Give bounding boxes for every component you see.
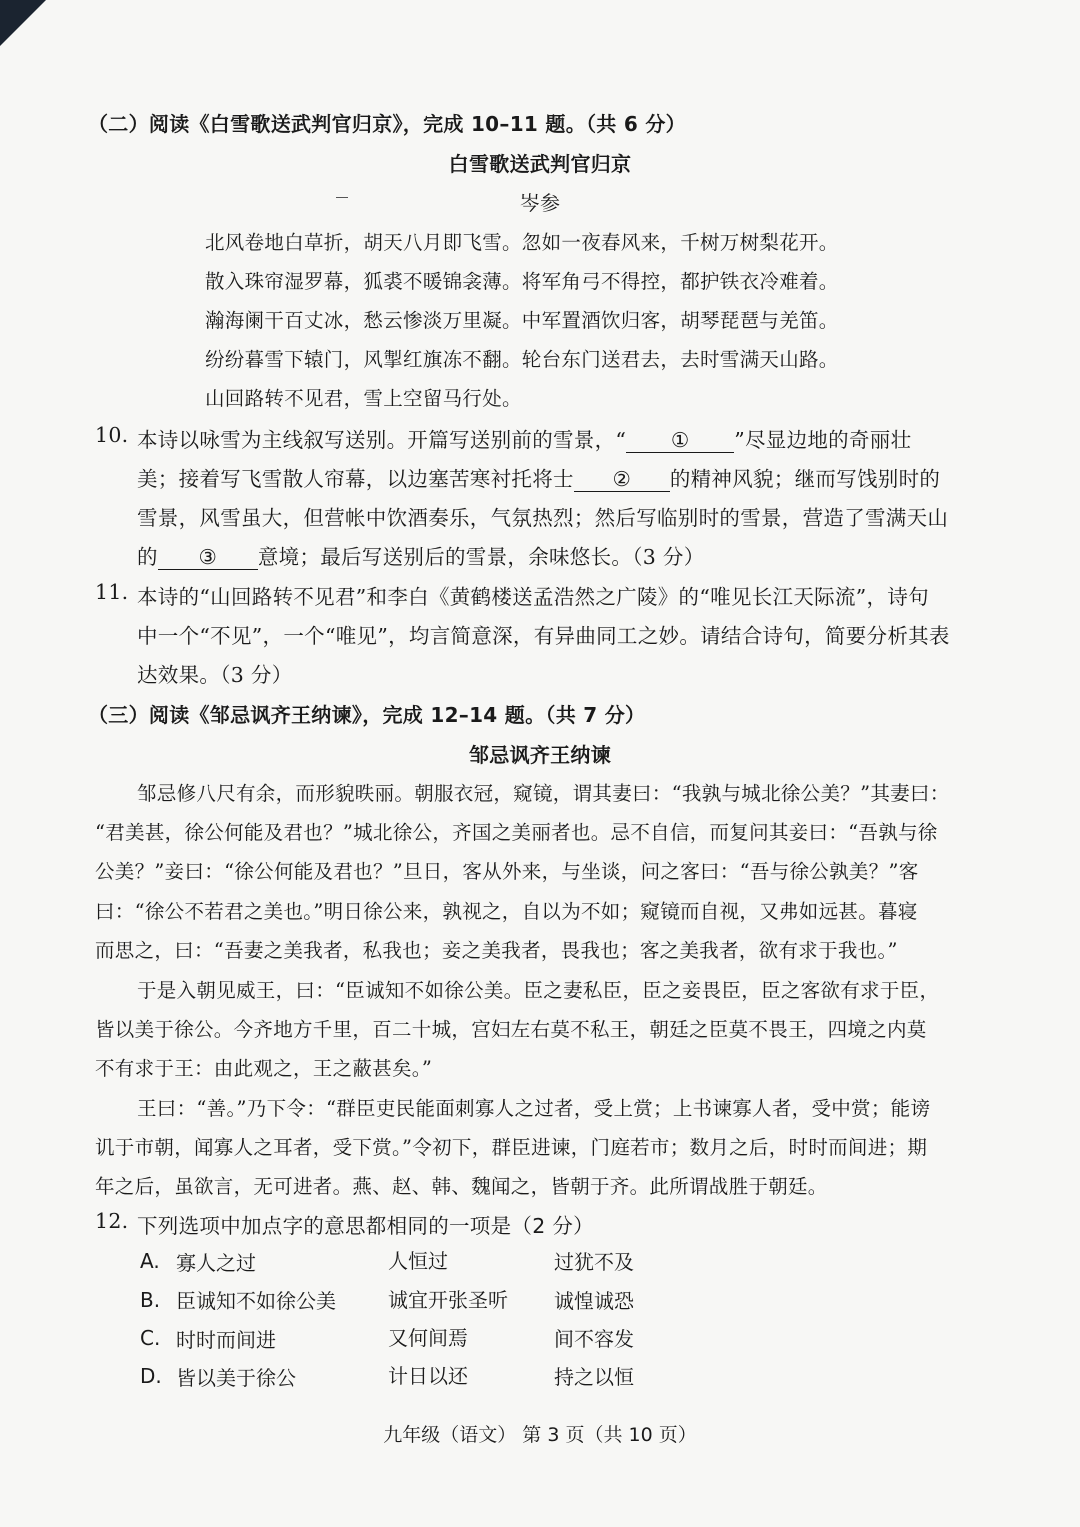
prose-line: 邹忌修八尺有余，而形貌昳丽。朝服衣冠，窥镜，谓其妻曰：“我孰与城北徐公美？”其妻曰： xyxy=(137,782,950,805)
prose-line: 公美？”妾曰：“徐公何能及君也？”旦日，客从外来，与坐谈，问之客曰：“吾与徐公孰美？”客 xyxy=(95,860,919,883)
poem-line: 纷纷暮雪下辕门，风掣红旗冻不翻。轮台东门送君去，去时雪满天山路。 xyxy=(205,348,839,371)
prose-line: 皆以美于徐公。今齐地方千里，百二十城，宫妇左右莫不私王，朝廷之臣莫不畏王，四境之内莫 xyxy=(95,1018,927,1041)
option-phrase: 间不容发 xyxy=(554,1327,634,1351)
prose-title: 邹忌讽齐王纳谏 xyxy=(468,743,612,767)
q10-line4 xyxy=(137,540,705,570)
prose-line: 年之后，虽欲言，无可进者。燕、赵、韩、魏闻之，皆朝于齐。此所谓战胜于朝廷。 xyxy=(95,1175,828,1198)
prose-line: 于是入朝见威王，曰：“臣诚知不如徐公美。臣之妻私臣，臣之妾畏臣，臣之客欲有求于臣， xyxy=(137,979,940,1002)
q12-stem: 下列选项中加点字的意思都相同的一项是（2 分） xyxy=(137,1214,594,1238)
option-phrase: 过犹不及 xyxy=(554,1250,634,1274)
prose-line: 曰：“徐公不若君之美也。”明日徐公来，孰视之，自以为不如；窥镜而自视，又弗如远甚。暮寝 xyxy=(95,900,918,923)
option-phrase: 计日以还 xyxy=(388,1364,468,1388)
option-phrase: 又何间焉 xyxy=(388,1326,468,1350)
q10-line3: 雪景，风雪虽大，但营帐中饮酒奏乐，气氛热烈；然后写临别时的雪景，营造了雪满天山 xyxy=(137,506,949,530)
answer-blank-1[interactable]: ① xyxy=(626,428,734,453)
prose-line: 而思之，曰：“吾妻之美我者，私我也；妾之美我者，畏我也；客之美我者，欲有求于我也。” xyxy=(95,939,898,962)
poem-author: 岑参 xyxy=(519,191,561,215)
section3-header: （三）阅读《邹忌讽齐王纳谏》，完成 12–14 题。（共 7 分） xyxy=(88,703,646,727)
option-letter: D. xyxy=(140,1364,162,1388)
option-letter: B. xyxy=(140,1288,161,1312)
poem-line: 瀚海阑干百丈冰，愁云惨淡万里凝。中军置酒饮归客，胡琴琵琶与羌笛。 xyxy=(205,309,839,332)
question-number: 10. xyxy=(95,423,129,447)
poem-line: 散入珠帘湿罗幕，狐裘不暖锦衾薄。将军角弓不得控，都护铁衣冷难着。 xyxy=(205,270,839,293)
q10-line1 xyxy=(137,423,911,453)
answer-blank-3[interactable]: ③ xyxy=(158,545,258,570)
option-phrase: 持之以恒 xyxy=(554,1365,634,1389)
section2-header: （二）阅读《白雪歌送武判官归京》，完成 10–11 题。（共 6 分） xyxy=(88,112,686,136)
q11-line1: 本诗的“山回路转不见君”和李白《黄鹤楼送孟浩然之广陵》的“唯见长江天际流”，诗句 xyxy=(137,585,929,609)
prose-line: 王曰：“善。”乃下令：“群臣吏民能面刺寡人之过者，受上赏；上书谏寡人者，受中赏；能谤 xyxy=(137,1097,931,1120)
page-footer: 九年级（语文） 第 3 页（共 10 页） xyxy=(383,1424,697,1446)
option-phrase: 诚宜开张圣听 xyxy=(388,1288,508,1312)
q11-line2: 中一个“不见”，一个“唯见”，均言简意深，有异曲同工之妙。请结合诗句，简要分析其表 xyxy=(137,624,950,648)
poem-line: 山回路转不见君，雪上空留马行处。 xyxy=(205,387,522,410)
prose-line: 不有求于王：由此观之，王之蔽甚矣。” xyxy=(95,1057,433,1080)
text: 的精神风貌；继而写饯别时的 xyxy=(669,467,941,491)
option-phrase: 诚惶诚恐 xyxy=(554,1289,634,1313)
option-phrase: 皆以美于徐公 xyxy=(176,1366,296,1390)
prose-line: “君美甚，徐公何能及君也？”城北徐公，齐国之美丽者也。忌不自信，而复问其妾曰：“吾孰与徐 xyxy=(95,821,938,844)
option-letter: A. xyxy=(140,1249,160,1273)
question-number: 12. xyxy=(95,1209,129,1233)
text: 美；接着写飞雪散人帘幕，以边塞苦寒衬托将士 xyxy=(137,467,574,491)
q11-line3: 达效果。（3 分） xyxy=(137,663,293,687)
option-phrase: 寡人之过 xyxy=(176,1251,256,1275)
option-phrase: 人恒过 xyxy=(388,1249,448,1273)
q10-line2 xyxy=(137,462,940,492)
poem-line: 北风卷地白草折，胡天八月即飞雪。忽如一夜春风来，千树万树梨花开。 xyxy=(205,231,839,254)
text: 的 xyxy=(137,545,158,569)
text: 本诗以咏雪为主线叙写送别。开篇写送别前的雪景，“ xyxy=(137,428,627,452)
option-letter: C. xyxy=(140,1326,161,1350)
option-phrase: 时时而间进 xyxy=(176,1328,276,1352)
prose-line: 讥于市朝，闻寡人之耳者，受下赏。”令初下，群臣进谏，门庭若市；数月之后，时时而间进；期 xyxy=(95,1136,928,1159)
option-phrase: 臣诚知不如徐公美 xyxy=(176,1289,336,1313)
text: 意境；最后写送别后的雪景，余味悠长。（3 分） xyxy=(257,545,705,569)
question-number: 11. xyxy=(95,580,129,604)
text: ”尽显边地的奇丽壮 xyxy=(734,428,912,452)
answer-blank-2[interactable]: ② xyxy=(574,467,670,492)
poem-title: 白雪歌送武判官归京 xyxy=(448,152,632,176)
